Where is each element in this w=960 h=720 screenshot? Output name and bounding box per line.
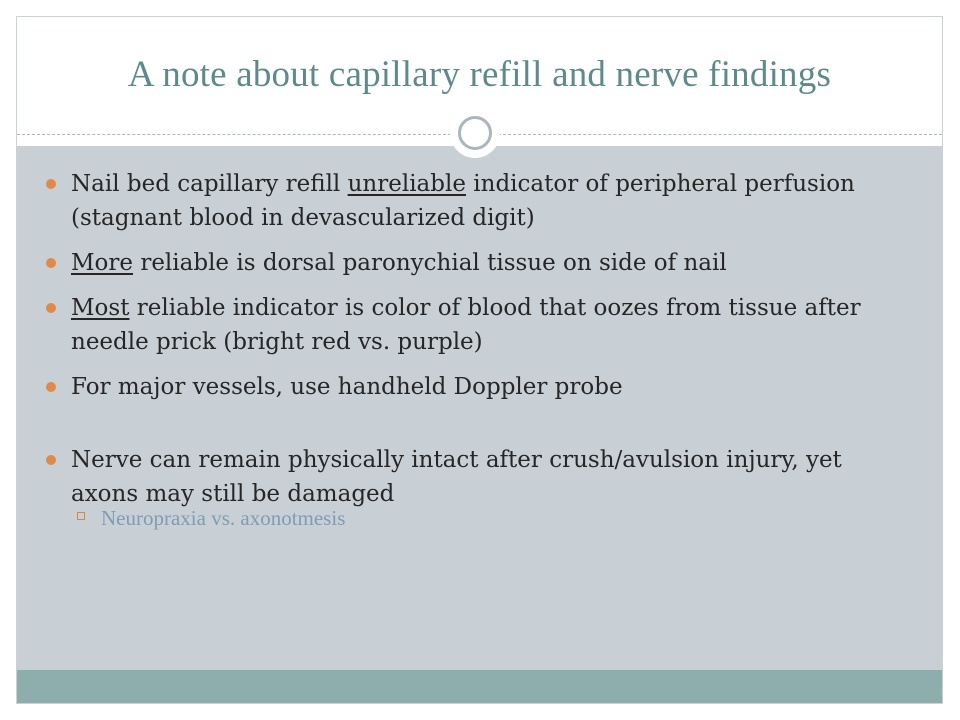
bullet-text: indicator of peripheral perfusion (stagnant blood in devascularized digit) [71,171,855,231]
sub-bullet-item [101,503,894,533]
slide-title: A note about capillary refill and nerve findings [127,54,832,95]
bullet-dot-icon [46,179,56,189]
bullet-item [54,246,894,280]
bullet-text: reliable indicator is color of blood that oozes from tissue after needle prick (bright red vs. purple) [71,295,861,355]
underlined-word: Most [71,295,130,321]
bullet-text: reliable is dorsal paronychial tissue on side of nail [133,250,727,276]
square-bullet-icon [77,512,85,520]
bullet-item [54,443,894,533]
bullet-dot-icon [46,382,56,392]
bullet-dot-icon [46,258,56,268]
sub-bullet-text: Neuropraxia vs. axonotmesis [101,506,346,530]
bullet-text: For major vessels, use handheld Doppler probe [71,374,623,400]
bullet-text: Nail bed capillary refill [71,171,348,197]
bullet-list [54,167,894,544]
bullet-item [54,370,894,404]
sub-bullet-list [71,503,894,533]
bullet-dot-icon [46,303,56,313]
bullet-item [54,167,894,235]
bullet-text: Nerve can remain physically intact after crush/avulsion injury, yet axons may still be damaged [71,447,842,507]
underlined-word: unreliable [347,171,466,197]
underlined-word: More [71,250,134,276]
bullet-dot-icon [46,455,56,465]
bullet-item [54,291,894,359]
